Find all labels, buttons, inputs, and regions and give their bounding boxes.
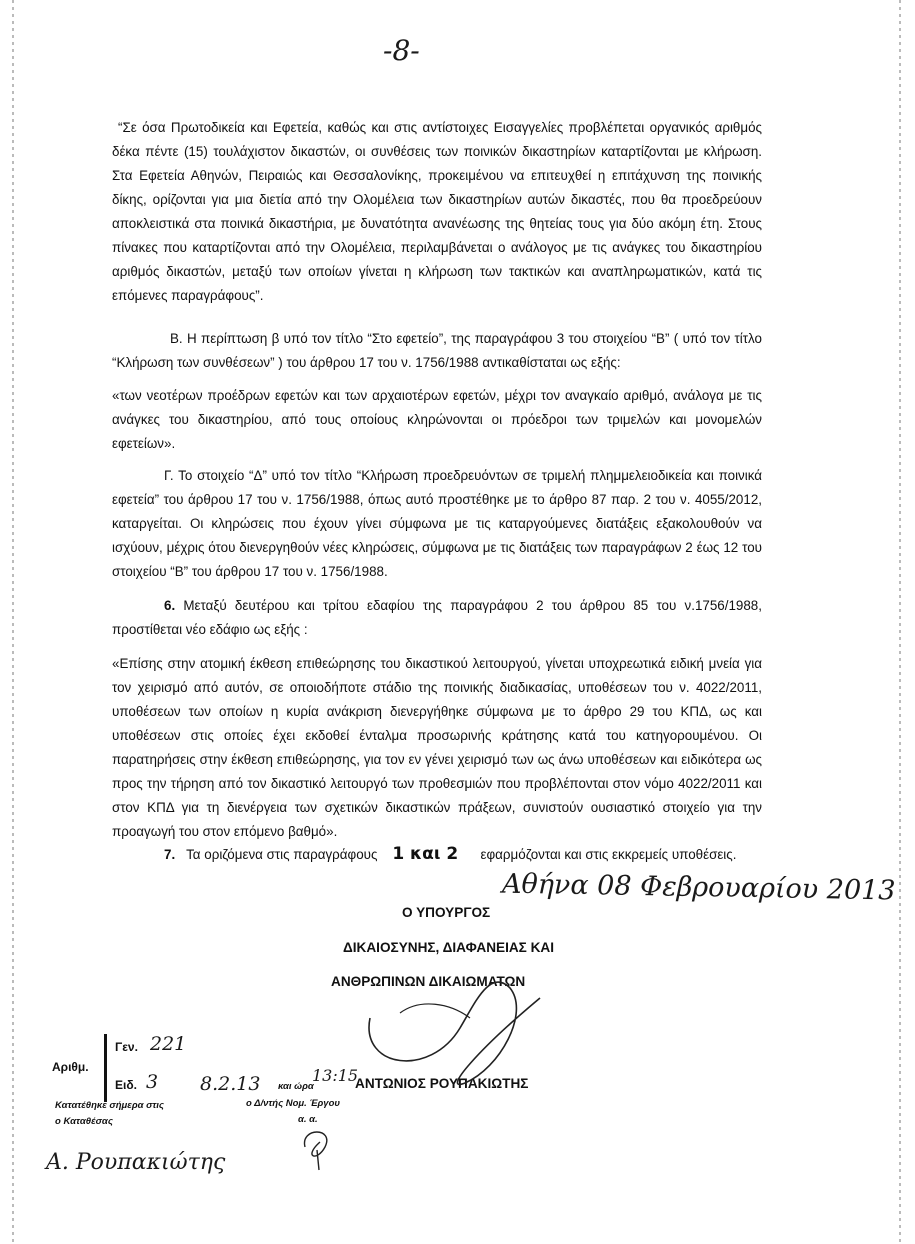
paragraph-7-handwritten: 1 και 2 (392, 844, 459, 864)
paragraph-6 (112, 594, 762, 642)
stamp-gen-label: Γεν. (115, 1040, 138, 1054)
handwritten-date: Αθήνα 08 Φεβρουαρίου 2013 (501, 868, 896, 907)
paragraph-quote-1: “Σε όσα Πρωτοδικεία και Εφετεία, καθώς και στις αντίστοιχες Εισαγγελίες προβλέπεται οργανικός αριθμός δέκα πέντε (15) τουλάχιστον δικαστών, οι συνθέσεις των ποινικών δικαστηρίων καταρτίζονται με κλήρωση. Στα Εφετεία Αθηνών, Πειραιώς και Θεσσαλονίκης, προκειμένου να επιτευχθεί η επιτάχυνση της ποινικής δίκης, ορίζονται για μια διετία από την Ολομέλεια των δικαστηρίων αυτών δικαστές, που θα προεδρεύουν αποκλειστικά στα ποινικά δικαστήρια, με δυνατότητα ανανέωσης της θητείας τους για δύο ακόμη έτη. Στους πίνακες που καταρτίζονται από την Ολομέλεια, περιλαμβάνεται ο ανάλογος με τις ανάγκες του δικαστηρίου αριθμός δικαστών, μεταξύ των οποίων γίνεται η κλήρωση των τακτικών και αναπληρωματικών, κατά τις επόμενες παραγράφους”. (112, 120, 762, 303)
paragraph-quote-3: «Επίσης στην ατομική έκθεση επιθεώρησης του δικαστικού λειτουργού, γίνεται υποχρεωτικά ειδική μνεία για τον χειρισμό από αυτόν, σε οποιοδήποτε στάδιο της ποινικής διαδικασίας, υποθέσεων του ν. 4022/2011, υποθέσεων των οποίων η κυρία ανάκριση διενεργήθηκε σύμφωνα με το άρθρο 29 του ΚΠΔ, ως και υποθέσεων στις οποίες έχει εκδοθεί ένταλμα προσωρινής κράτησης κατά του κατηγορουμένου. Οι παρατηρήσεις στην έκθεση επιθεώρησης, για τον εν γένει χειρισμό των ως άνω υποθέσεων και ειδικότερα ως προς την τήρηση από τον δικαστικό λειτουργό των προθεσμιών που προβλέπονται στον νόμο 4022/2011 και στον ΚΠΔ για τη διενέργεια των σχετικών δικαστικών πράξεων, συνιστούν ουσιαστικό στοιχείο για την προαγωγή του στον επόμενο βαθμό». (112, 656, 762, 839)
paragraph-c: Γ. Το στοιχείο “Δ” υπό τον τίτλο “Κλήρωση προεδρευόντων σε τριμελή πλημμελειοδικεία και ποινικά εφετεία” του άρθρου 17 του ν. 1756/1988, όπως αυτό προστέθηκε με το άρθρο 87 παρ. 2 του ν. 4055/2012, καταργείται. Οι κληρώσεις που έχουν γίνει σύμφωνα με τις καταργούμενες διατάξεις εξακολουθούν να ισχύουν, μέχρις ότου διενεργηθούν νέες κληρώσεις, σύμφωνα με τις διατάξεις των παραγράφων 2 έως 12 του στοιχείου “Β” του άρθρου 17 του ν. 1756/1988. (112, 468, 762, 579)
stamp-ea: α. α. (298, 1114, 318, 1125)
paragraph-b: Β. Η περίπτωση β υπό τον τίτλο “Στο εφετείο”, της παραγράφου 3 του στοιχείου “Β” ( υπό τον τίτλο “Κλήρωση των συνθέσεων” ) του άρθρου 17 του ν. 1756/1988 αντικαθίσταται ως εξής: (112, 331, 762, 370)
stamp-director: ο Δ/ντής Νομ. Έργου (246, 1098, 341, 1109)
scan-edge-left (12, 0, 14, 1244)
stamp-divider (104, 1034, 107, 1102)
stamp-time-label: και ώρα (278, 1081, 314, 1092)
stamp-date-hand: 8.2.13 (200, 1073, 261, 1095)
paragraph-7 (112, 842, 762, 867)
stamp-arithm: Αριθμ. (52, 1060, 89, 1074)
stamp-eid-value: 3 (146, 1071, 159, 1093)
paragraph-6-number: 6. (164, 598, 176, 613)
ministry-name-line2: ΑΝΘΡΩΠΙΝΩΝ ΔΙΚΑΙΩΜΑΤΩΝ (331, 974, 526, 989)
stamp-deposit-line2: ο Καταθέσας (55, 1116, 113, 1127)
paragraph-6-text: Μεταξύ δευτέρου και τρίτου εδαφίου της παραγράφου 2 του άρθρου 85 του ν.1756/1988, προστίθεται νέο εδάφιο ως εξής : (112, 598, 762, 637)
minister-title: Ο ΥΠΟΥΡΓΟΣ (402, 905, 491, 920)
ministry-name-line1: ΔΙΚΑΙΟΣΥΝΗΣ, ΔΙΑΦΑΝΕΙΑΣ ΚΑΙ (343, 940, 555, 955)
paragraph-7-text-a: Τα οριζόμενα στις παραγράφους (186, 847, 378, 862)
stamp-time-hand: 13:15 (312, 1066, 359, 1085)
stamp-eid-label: Ειδ. (115, 1078, 137, 1092)
stamp-gen-value: 221 (150, 1033, 187, 1055)
paragraph-quote-2: «των νεοτέρων προέδρων εφετών και των αρχαιοτέρων εφετών, μέχρι τον αναγκαίο αριθμό, ανάλογα με τις ανάγκες του δικαστηρίου, από τους οποίους κληρώνονται οι πρόεδροι των τριμελών και μονομελών εφετείων». (112, 388, 762, 451)
scan-edge-right (899, 0, 901, 1244)
minister-name: ΑΝΤΩΝΙΟΣ ΡΟΥΠΑΚΙΩΤΗΣ (355, 1076, 529, 1091)
minister-signature (340, 958, 570, 1098)
handwritten-name: Α. Ρουπακιώτης (46, 1150, 226, 1175)
paragraph-7-text-b: εφαρμόζονται και στις εκκρεμείς υποθέσεις. (480, 847, 737, 862)
page-number: -8- (383, 34, 420, 67)
stamp-deposit-line1: Κατατέθηκε σήμερα στις (55, 1100, 164, 1111)
paragraph-7-number: 7. (164, 847, 176, 862)
stamp-initial-signature (295, 1122, 345, 1172)
